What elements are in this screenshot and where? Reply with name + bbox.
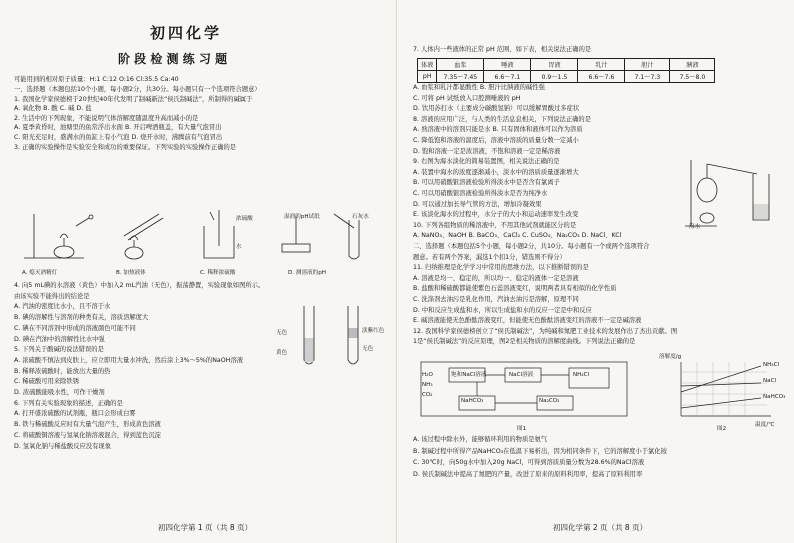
flow-box-nh3: NH₃: [422, 382, 433, 388]
q9-desalination-figure: [677, 150, 789, 230]
question-line: A. 溶液是均一、稳定的，所以均一、稳定的液体一定是溶液: [413, 274, 579, 282]
question-line: C. 阳光充足时，盛满水的鱼缸上有小气泡 D. 烧开水时，沸腾前有气泡冒出: [14, 134, 223, 141]
question-line: B. 可以用硝酸银溶液检验所得淡水中是否含有氯离子: [413, 179, 560, 187]
question-line: 10. 下列各组物质的稀溶液中，不用其他试剂就能区分的是: [413, 221, 577, 229]
question-line: 11. 归纳推理是化学学习中常用的思维方法，以下推断错误的是: [413, 264, 589, 272]
flow-box-nacl-soln: NaCl溶液: [509, 372, 534, 378]
question-line: D. 碘在汽油中的溶解性比水中强: [14, 335, 105, 343]
question-line: B. 碘的溶解性与溶剂的种类有关，溶质溶解度大: [14, 314, 149, 322]
page-2-footer: 初四化学第 2 页（共 8 页）: [553, 523, 648, 532]
question-line: 一、选择题（本题包括10个小题，每小题2分，共30分。每小题只有一个选项符合题意）: [14, 86, 261, 93]
question-line: C. 可以用硝酸银溶液检验所得淡水是否为纯净水: [413, 190, 548, 197]
question-line: 3. 正确的实验操作是实验安全和成功的重要保证。下列实验的实验操作正确的是: [14, 143, 237, 151]
sol-x-label: 温度/℃: [755, 422, 775, 428]
ph-table-cell: 6.6～7.1: [484, 71, 531, 83]
question-line: 12. 我国科学家侯德榜创立了“侯氏制碱法”，为纯碱和氮肥工业技术的发展作出了杰出贡献。图: [413, 327, 678, 335]
atomic-masses: 可能用到的相对原子质量：H:1 C:12 O:16 Cl:35.5 Ca:40: [14, 76, 179, 83]
ph-table-header: 体液: [418, 59, 437, 71]
question-line: 9. 右图为海水淡化的简易装置图，相关说法正确的是: [413, 158, 560, 166]
question-line: 由该实验不能得出的结论是: [14, 292, 90, 300]
q7-stem: 7. 人体内一些液体的正常 pH 范围，如下表，相关说法正确的是: [413, 46, 592, 53]
q4-label-colorless-2: 无色: [362, 346, 374, 352]
question-line: B. 制碱过程中所得产品NaHCO₃在低温下易析出，因为相同条件下，它的溶解度小于氯化铵: [413, 447, 667, 455]
q4-label-yellow: 黄色: [276, 350, 288, 356]
question-line: 二、选择题（本题包括5个小题，每小题2分，共10分。每小题有一个或两个选项符合: [413, 243, 650, 250]
question-line: 6. 下列有关实验现象的描述，正确的是: [14, 399, 123, 407]
question-line: 1. 我国化学家侯德榜于20世纪40年代发明了制碱新法“侯氏制碱法”，所制得的碱属于: [14, 95, 253, 103]
q4-label-violet: 淡紫红色: [362, 328, 385, 334]
question-line: A. 氧化物 B. 酸 C. 碱 D. 盐: [14, 105, 92, 113]
ph-table-cell: 7.35～7.45: [437, 71, 484, 83]
q3-label-ph-paper: 湿润的pH试纸: [284, 214, 320, 220]
ph-table-cell: 0.9～1.5: [531, 71, 578, 83]
ph-table-row: [418, 71, 715, 83]
sol-series-nahco3: NaHCO₃: [763, 394, 786, 400]
q3-apparatus-figure: [14, 206, 384, 266]
q4-label-colorless-1: 无色: [276, 330, 288, 336]
question-line: B. 稀释浓硫酸时，能放出大量的热: [14, 367, 111, 375]
question-line: D. 中和反应生成盐和水，所以生成盐和水的反应一定是中和反应: [413, 306, 592, 314]
flow-box-nh4cl: NH₄Cl: [573, 372, 590, 378]
question-line: D. 饱和溶液一定是浓溶液，不饱和溶液一定是稀溶液: [413, 147, 561, 155]
question-line: C. 碘在不同溶剂中形成的溶液颜色可能不同: [14, 324, 136, 332]
q3-caption-b: B. 加热液体: [116, 270, 146, 276]
question-line: A. 打开盛浓硫酸的试剂瓶，瓶口会形成白雾: [14, 410, 136, 418]
q3-caption-a: A. 熄灭酒精灯: [22, 270, 58, 276]
question-line: C. 洗涤剂去油污是乳化作用，汽油去油污是溶解，原理不同: [413, 296, 579, 303]
ph-table-cell: 6.6～7.6: [578, 71, 625, 83]
flow-box-h2o: H₂O: [422, 372, 433, 378]
question-line: C. 可将 pH 试纸放入口腔测唾液的 pH: [413, 94, 521, 102]
question-line: C. 稀硫酸可用来除铁锈: [14, 378, 80, 386]
question-line: A. 装置中海水的浓度逐渐减小，淡水中的溶质质量逐渐增大: [413, 168, 579, 176]
ph-table-header: 乳汁: [578, 59, 625, 71]
question-line: 1是“侯氏制碱法”的反应原理，图2是相关物质的溶解度曲线。下列说法正确的是: [413, 338, 636, 346]
exam-title: 初四化学: [150, 24, 223, 42]
flow-box-nacl-sat: 饱和NaCl溶液: [451, 372, 487, 378]
q12-solubility-chart: [667, 358, 779, 428]
question-line: E. 碱溶液能使无色酚酞溶液变红，但能使无色酚酞溶液变红的溶液不一定是碱溶液: [413, 317, 642, 325]
sol-series-nh4cl: NH₄Cl: [763, 362, 780, 368]
page-2: [397, 0, 794, 543]
question-line: E. 该淡化海水的过程中，水分子的大小和运动速率发生改变: [413, 211, 579, 219]
question-line: A. 血浆和乳汁都显酸性 B. 胆汁比胰液的碱性强: [413, 84, 545, 91]
q4-test-tube-figure: [292, 304, 392, 370]
ph-table-header: 唾液: [484, 59, 531, 71]
q3-label-water: 水: [236, 244, 242, 250]
sol-y-label: 溶解度/g: [659, 354, 682, 360]
question-line: D. 浓硫酸能吸水性，可作干燥剂: [14, 389, 105, 396]
question-line: D. 侯氏制碱法中提高了氮肥的产量，改进了原来的原料利用率，提高了原料利用率: [413, 470, 643, 478]
ph-table-header: 胰液: [670, 59, 715, 71]
ph-table-header: 胆汁: [625, 59, 670, 71]
ph-table-header-row: [418, 59, 715, 71]
question-line: 8. 溶液的应用广泛，与人类的生活息息相关，下列说法正确的是: [413, 115, 592, 123]
question-line: C. 30℃时，向50g水中加入20g NaCl，可得到溶质质量分数为28.6%的NaCl溶液: [413, 459, 645, 466]
question-line: C. 降低饱和溶液的温度后，溶液中溶质的质量分数一定减小: [413, 137, 579, 144]
flow-box-co2: CO₂: [422, 392, 433, 398]
q3-label-acid: 浓硫酸: [236, 216, 253, 222]
sol-series-nacl: NaCl: [763, 378, 777, 384]
question-line: A. 夏季黄昏时，池塘里的鱼常浮出水面 B. 开启啤酒瓶盖，有大量气泡冒出: [14, 124, 222, 132]
flow-box-nahco3: NaHCO₃: [461, 398, 484, 404]
q3-caption-d: D. 测溶液的pH: [288, 270, 326, 276]
flow-caption: 图1: [517, 426, 527, 432]
question-line: A. 浓硫酸不慎沾到皮肤上，应立即用大量水冲洗，然后涂上3%～5%的NaOH溶液: [14, 356, 244, 364]
q3-label-limewater: 石灰水: [352, 214, 369, 220]
ph-table-header: 胃液: [531, 59, 578, 71]
question-line: A. 汽油的密度比水小，且不溶于水: [14, 303, 111, 311]
question-line: B. 铁与稀硫酸反应时有大量气泡产生，形成黄色溶液: [14, 421, 161, 429]
question-line: 4. 向5 mL碘的水溶液（黄色）中加入2 mL汽油（无色），振荡静置，实验现象如图所示。: [14, 282, 265, 289]
question-line: 题意。若有两个答案，漏选1个扣1分，错选则不得分）: [413, 253, 566, 261]
question-line: D. 可以通过加长导气管的方法，增加冷凝效果: [413, 200, 542, 208]
q9-label-seawater: 海水: [689, 224, 701, 230]
question-line: 2. 生活中的下列现象，不能说明气体溶解度随温度升高而减小的是: [14, 114, 199, 122]
exam-subtitle: 阶 段 检 测 练 习 题: [118, 52, 228, 66]
ph-table-row-label: pH: [418, 71, 437, 83]
sol-caption: 图2: [717, 426, 727, 432]
question-line: D. 饮用苏打水（主要成分碳酸氢钠）可以缓解胃酸过多症状: [413, 105, 580, 113]
ph-table: [417, 58, 715, 83]
question-line: D. 氢氧化钠与稀盐酸反应没有现象: [14, 442, 112, 450]
page-1-footer: 初四化学第 1 页（共 8 页）: [158, 523, 253, 532]
flow-box-na2co3: Na₂CO₃: [539, 398, 560, 404]
question-line: 5. 下列关于酸碱的说法错误的是: [14, 346, 104, 354]
q3-caption-c: C. 稀释浓硫酸: [200, 270, 236, 276]
ph-table-header: 血浆: [437, 59, 484, 71]
question-line: A. NaNO₃、NaOH B. BaCO₃、CaCl₂ C. CuSO₄、Na₂CO₃ D. NaCl、KCl: [413, 232, 622, 240]
ph-table-cell: 7.5～8.0: [670, 71, 715, 83]
question-line: A. 熟溶液中的溶剂只能是水 B. 只有固体和液体可以作为溶质: [413, 126, 583, 134]
question-line: A. 该过程中除水外，能够循环利用的物质是氨气: [413, 436, 548, 443]
question-line: C. 将硫酸铜溶液与氢氧化钠溶液混合，得到蓝色沉淀: [14, 431, 161, 439]
ph-table-cell: 7.1～7.3: [625, 71, 670, 83]
question-line: B. 盐酸和稀硫酸都能使紫色石蕊溶液变红，说明两者具有相似的化学性质: [413, 285, 617, 293]
